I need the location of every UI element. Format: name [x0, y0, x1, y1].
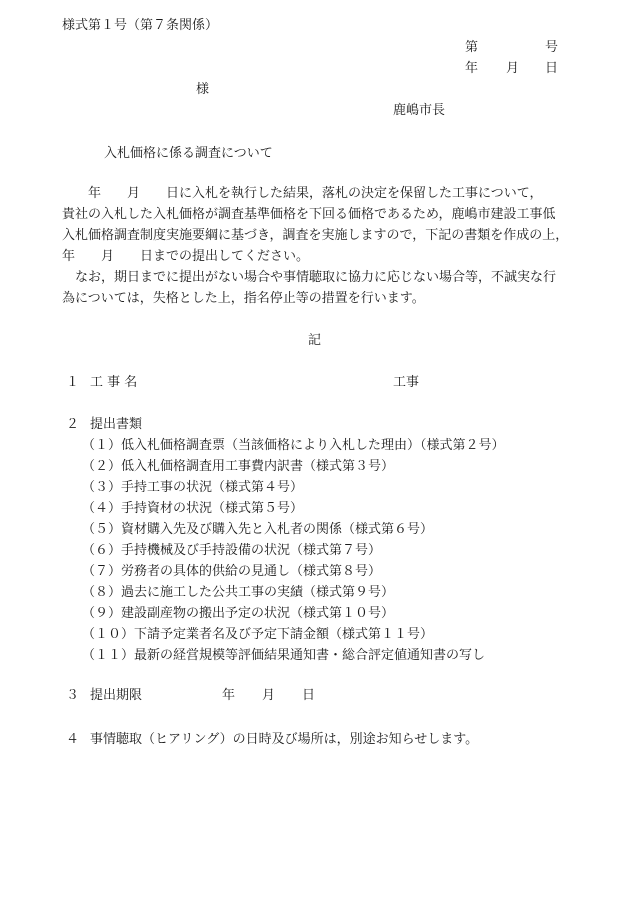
doc-number-suffix: 号 [545, 40, 559, 55]
subject: 入札価格に係る調査について [104, 146, 273, 161]
body-line: 入札価格調査制度実施要綱に基づき，調査を実施しますので，下記の書類を作成の上， [62, 228, 569, 243]
document-item: （１）低入札価格調査票（当該価格により入札した理由）（様式第２号） [82, 438, 505, 453]
ki-heading: 記 [308, 333, 322, 348]
addressee-suffix: 様 [196, 82, 210, 97]
document-item: （２）低入札価格調査用工事費内訳書（様式第３号） [82, 459, 395, 474]
document-item: （８）過去に施工した公共工事の実績（様式第９号） [82, 585, 395, 600]
item3-month: 月 [262, 688, 276, 703]
item3-label: 提出期限 [90, 688, 143, 703]
note-line: なお，期日までに提出がない場合や事情聴取に協力に応じない場合等，不誠実な行 [62, 270, 557, 285]
document-item: （１０）下請予定業者名及び予定下請金額（様式第１１号） [82, 627, 434, 642]
date-day: 日 [545, 61, 559, 76]
note-paragraph [62, 267, 562, 309]
item4-text: 事情聴取（ヒアリング）の日時及び場所は，別途お知らせします。 [90, 732, 479, 747]
document-list [82, 435, 505, 666]
body-line: 年 月 日に入札を執行した結果，落札の決定を保留した工事について， [62, 186, 543, 201]
item1-label: 工 事 名 [90, 375, 138, 390]
body-paragraph [62, 183, 569, 267]
item2-number: ２ [66, 417, 80, 432]
doc-number-prefix: 第 [465, 40, 479, 55]
document-item: （３）手持工事の状況（様式第４号） [82, 480, 304, 495]
document-item: （５）資材購入先及び購入先と入札者の関係（様式第６号） [82, 522, 434, 537]
document-item: （９）建設副産物の搬出予定の状況（様式第１０号） [82, 606, 395, 621]
item1-number: １ [66, 375, 80, 390]
document-item: （４）手持資材の状況（様式第５号） [82, 501, 304, 516]
date-year: 年 [465, 61, 479, 76]
sender: 鹿嶋市長 [393, 103, 446, 118]
body-line: 年 月 日までの提出してください。 [62, 249, 310, 264]
document-item: （１１）最新の経営規模等評価結果通知書・総合評定値通知書の写し [82, 648, 486, 663]
item2-label: 提出書類 [90, 417, 143, 432]
item3-year: 年 [222, 688, 236, 703]
form-label: 様式第１号（第７条関係） [62, 18, 219, 33]
item4-number: ４ [66, 732, 80, 747]
document-item: （６）手持機械及び手持設備の状況（様式第７号） [82, 543, 382, 558]
body-line: 貴社の入札した入札価格が調査基準価格を下回る価格であるため，鹿嶋市建設工事低 [62, 207, 556, 222]
item3-day: 日 [302, 688, 316, 703]
item3-number: ３ [66, 688, 80, 703]
document-item: （７）労務者の具体的供給の見通し（様式第８号） [82, 564, 382, 579]
note-line: 為については，失格とした上，指名停止等の措置を行います。 [62, 291, 425, 306]
item1-suffix: 工事 [393, 375, 420, 390]
date-month: 月 [506, 61, 520, 76]
